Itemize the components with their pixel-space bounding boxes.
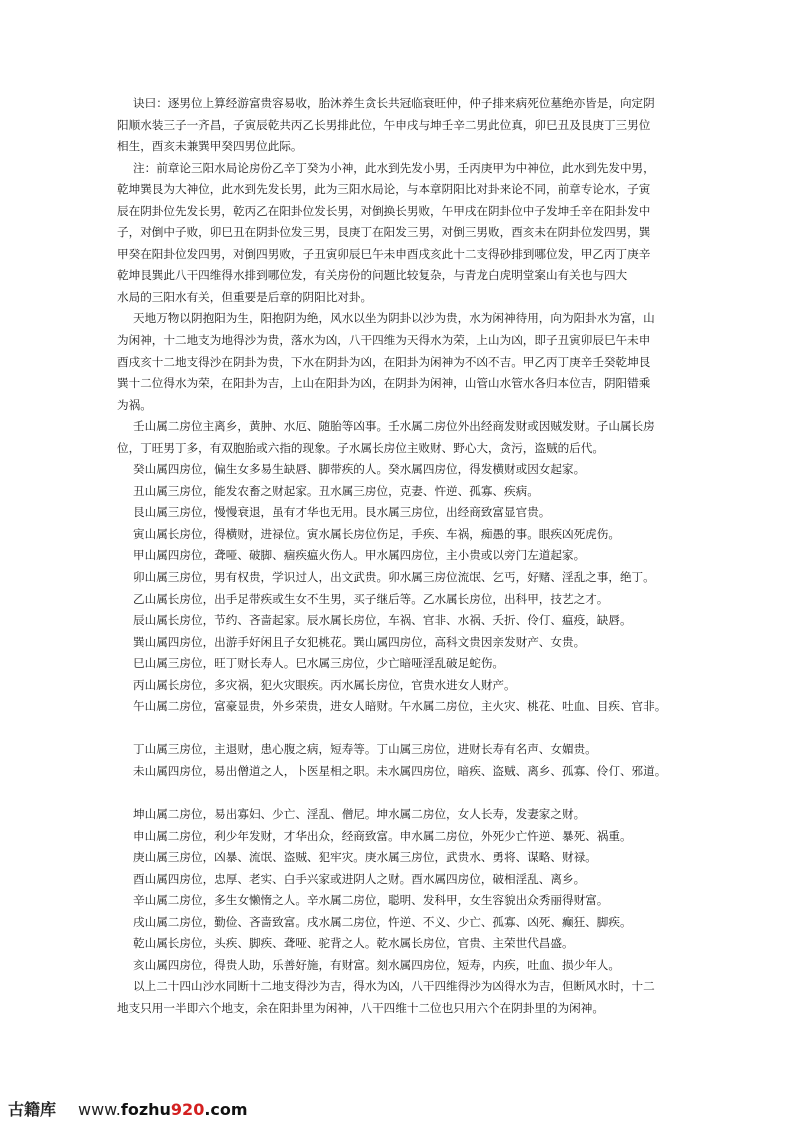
text-line: 丁山属三房位，主退财，患心腹之病，短寿等。丁山属三房位，进财长寿有名声、女媚贵。 (133, 742, 597, 757)
text-line: 寅山属长房位，得横财，进禄位。寅水属长房位伤足，手疾、车祸，痴愚的事。眼疾凶死虎伤。 (133, 526, 620, 541)
text-line: 子，对倒中子败，卯巳丑在阴卦位发三男，艮庚丁在阳发三男，对倒三男败，酉亥未在阴卦位发四男，巽 (117, 225, 651, 240)
site-url[interactable] (78, 1098, 248, 1122)
text-line: 巽十二位得水为荣，在阳卦为吉，上山在阳卦为凶，在阴卦为闲神，山管山水管水各归本位吉，阴阳错乘 (117, 376, 651, 391)
text-line: 癸山属四房位，偏生女多易生缺唇、脚带疾的人。癸水属四房位，得发横财或因女起家。 (133, 462, 586, 477)
text-line: 位，丁旺男丁多，有双胞胎或六指的现象。子水属长房位主败财、野心大，贪污，盗贼的后代。 (117, 440, 604, 455)
text-line: 阳顺水装三子一齐昌，子寅辰乾共丙乙长男排此位，午申戌与坤壬辛二男此位真，卯巳丑及艮庚丁三男位 (117, 117, 651, 132)
text-line: 未山属四房位，易出僧道之人，卜医星相之职。未水属四房位，暗疾、盗贼、离乡、孤寡、伶仃、邪道。 (133, 763, 667, 778)
url-suffix: .com (204, 1100, 248, 1119)
text-line: 以上二十四山沙水同断十二地支得沙为吉，得水为凶，八干四维得沙为凶得水为吉，但断风水时，十二 (133, 979, 655, 994)
text-line: 辰在阴卦位先发长男，乾丙乙在阳卦位发长男，对倒换长男败，午甲戌在阴卦位中子发坤壬辛在阳卦发中 (117, 203, 651, 218)
text-line: 丙山属长房位，多灾祸，犯火灾眼疾。丙水属长房位，官贵水进女人财产。 (133, 677, 516, 692)
document-body (117, 93, 677, 1020)
text-line: 酉戌亥十二地支得沙在阴卦为贵，下水在阴卦为凶，在阳卦为闲神为不凶不吉。甲乙丙丁庚辛壬癸乾坤艮 (117, 354, 651, 369)
text-line: 辛山属二房位，多生女懒惰之人。辛水属二房位，聪明、发科甲，女生容貌出众秀丽得财富。 (133, 893, 609, 908)
text-line: 巳山属三房位，旺丁财长寿人。巳水属三房位，少亡暗哑淫乱破足蛇伤。 (133, 656, 505, 671)
text-line: 甲山属四房位，聋哑、破脚、痼疾瘟火伤人。甲水属四房位，主小贵或以旁门左道起家。 (133, 548, 586, 563)
text-line: 午山属二房位，富豪显贵，外乡荣贵，进女人暗财。午水属二房位，主火灾、桃花、吐血、目疾、官非。 (133, 699, 667, 714)
text-line: 水局的三阳水有关，但重要是后章的阴阳比对卦。 (117, 289, 373, 304)
text-line: 诀曰：逐男位上算经游富贵容易收，胎沐养生贪长共冠临衰旺仲，仲子排来病死位墓绝亦皆是，向定阴 (133, 96, 655, 110)
text-line: 为闲神，十二地支为地得沙为贵，落水为凶，八干四维为天得水为荣，上山为凶，即子丑寅卯辰巳午未申 (117, 333, 651, 348)
url-prefix: www. (78, 1100, 121, 1119)
text-line: 巽山属四房位，出游手好闲且子女犯桃花。巽山属四房位，高科文贵因亲发财产、女贵。 (133, 634, 586, 649)
text-line: 相生，酉亥未兼巽甲癸四男位此际。 (117, 139, 303, 154)
text-line: 辰山属长房位，节约、吝啬起家。辰水属长房位，车祸、官非、水祸、夭折、伶仃、瘟疫，缺唇。 (133, 613, 632, 628)
text-line: 申山属二房位，利少年发财，才华出众，经商致富。申水属二房位，外死少亡忤逆、暴死、祸重。 (133, 828, 632, 843)
text-line: 庚山属三房位，凶暴、流氓、盗贼、犯牢灾。庚水属三房位，武贵水、勇将、谋略、财禄。 (133, 850, 597, 865)
text-line: 壬山属二房位主离乡，黄肿、水厄、随胎等凶事。壬水属二房位外出经商发财或因贼发财。子山属长房 (133, 419, 655, 434)
text-line: 甲癸在阳卦位发四男，对倒四男败，子丑寅卯辰巳午未申酉戌亥此十二支得砂排到哪位发，甲乙丙丁庚辛 (117, 246, 651, 261)
text-line: 注：前章论三阳水局论房份乙辛丁癸为小神，此水到先发小男，壬丙庚甲为中神位，此水到先发中男， (133, 160, 655, 175)
url-domain: fozhu (120, 1100, 171, 1119)
url-number: 920 (170, 1100, 205, 1119)
text-line: 亥山属四房位，得贵人助，乐善好施，有财富。刻水属四房位，短寿，内疾，吐血、损少年人。 (133, 957, 620, 972)
text-line: 乙山属长房位，出手足带疾或生女不生男，买子继后等。乙水属长房位，出科甲，技艺之才。 (133, 591, 609, 606)
text-line: 坤山属二房位，易出寡妇、少亡、淫乱、僧尼。坤水属二房位，女人长寿，发妻家之财。 (133, 807, 586, 822)
text-line (117, 718, 677, 740)
text-line: 乾坤巽艮为大神位，此水到先发长男，此为三阳水局论，与本章阴阳比对卦来论不同，前章专论水，子寅 (117, 182, 651, 197)
text-line: 卯山属三房位，男有权贵，学识过人，出文武贵。卯水属三房位流氓、乞丐，好赌、淫乱之事，绝丁。 (133, 570, 655, 585)
text-line: 乾坤艮巽此八干四维得水排到哪位发，有关房份的问题比较复杂，与青龙白虎明堂案山有关也与四大 (117, 268, 628, 283)
text-line: 地支只用一半即六个地支，余在阳卦里为闲神，八干四维十二位也只用六个在阴卦里的为闲神。 (117, 1000, 604, 1015)
site-name: 古籍库 (8, 1100, 57, 1119)
text-line: 艮山属三房位，慢慢衰退，虽有才华也无用。艮水属三房位，出经商致富显官贵。 (133, 505, 551, 520)
text-line: 乾山属长房位，头疾、脚疾、聋哑、驼背之人。乾水属长房位，官贵、主荣世代昌盛。 (133, 936, 574, 951)
text-line: 为祸。 (117, 397, 152, 412)
text-line: 天地万物以阴抱阳为生，阳抱阴为绝，风水以坐为阴卦以沙为贵，水为闲神待用，向为阳卦水为富，山 (133, 311, 655, 326)
watermark-footer (0, 1098, 793, 1122)
text-line: 丑山属三房位，能发农畜之财起家。丑水属三房位，克妻、忤逆、孤寡、疾病。 (133, 483, 539, 498)
text-line: 酉山属四房位，忠厚、老实、白手兴家或进阴人之财。酉水属四房位，破相淫乱、离乡。 (133, 871, 586, 886)
text-line: 戌山属二房位，勤俭、吝啬致富。戌水属二房位，忤逆、不义、少亡、孤寡、凶死、癫狂、脚疾。 (133, 914, 632, 929)
text-line (117, 783, 677, 805)
